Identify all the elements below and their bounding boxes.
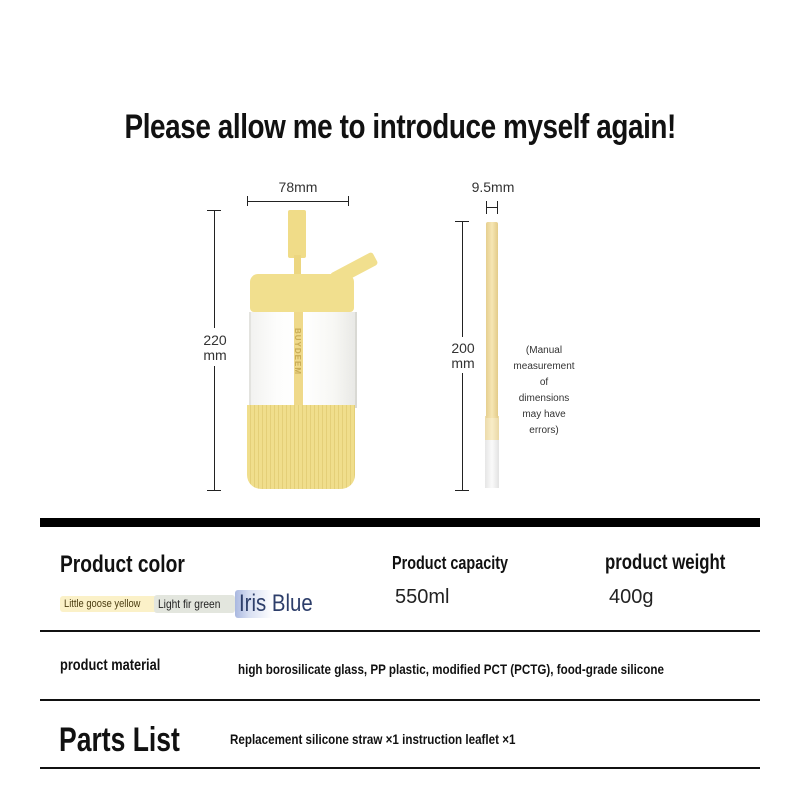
straw-length-unit: mm [451, 355, 475, 371]
brand-text: BUYDEEM [293, 328, 302, 376]
material-label-text: product material [60, 657, 161, 674]
straw-diameter-tick-left [486, 201, 487, 214]
bottle-height-value: 220 [203, 332, 227, 348]
bottle-glass [249, 312, 357, 408]
straw-diameter-label: 9.5mm [471, 179, 515, 195]
color-option-blue-label: Iris Blue [239, 590, 313, 617]
straw-length-tick-bottom [455, 490, 469, 491]
color-label [60, 551, 216, 579]
straw-diameter-tick-right [497, 201, 498, 214]
straw-length-label [444, 341, 482, 371]
headline-text: Please allow me to introduce myself again! [124, 108, 676, 146]
section-divider-thick [40, 518, 760, 527]
row-divider [40, 699, 760, 701]
capacity-label-text: Product capacity [392, 553, 509, 573]
straw-body [486, 222, 498, 418]
weight-label [605, 551, 756, 575]
color-option-blue[interactable] [235, 590, 330, 618]
color-label-text: Product color [60, 551, 185, 578]
bottle-height-unit: mm [203, 347, 227, 363]
bottle-width-tick-left [247, 196, 248, 206]
parts-value-text: Replacement silicone straw ×1 instruction leaflet ×1 [230, 731, 516, 747]
row-divider [40, 767, 760, 769]
bottle-height-line-lower [214, 366, 215, 490]
material-label [60, 657, 185, 675]
parts-value [230, 731, 574, 747]
bottle-height-label [196, 333, 234, 363]
bottle-height-line-upper [214, 210, 215, 328]
weight-value: 400g [609, 586, 654, 608]
note-line: measurement [513, 361, 575, 372]
note-line: dimensions [518, 393, 570, 404]
material-value-text: high borosilicate glass, PP plastic, modified PCT (PCTG), food-grade silicone [238, 661, 664, 677]
color-options [60, 590, 330, 618]
straw-length-line-upper [462, 221, 463, 337]
bottle-width-line [247, 201, 349, 202]
color-option-green-label: Light fir green [157, 597, 221, 611]
bottle-sleeve [247, 405, 355, 489]
parts-label-text: Parts List [59, 721, 180, 759]
capacity-value: 550ml [395, 586, 450, 608]
color-option-green[interactable] [154, 595, 235, 613]
note-line: errors) [529, 425, 559, 436]
bottle-cap [250, 274, 354, 312]
straw-joint [485, 416, 499, 440]
color-option-yellow[interactable] [60, 596, 158, 612]
weight-label-text: product weight [605, 551, 726, 574]
straw-length-line-lower [462, 373, 463, 490]
capacity-label [392, 553, 537, 574]
straw-top [288, 210, 306, 258]
headline [0, 108, 800, 147]
straw-silicone-tip [485, 440, 499, 488]
note-line: (Manual [525, 345, 563, 356]
material-value [238, 661, 751, 677]
bottle-width-label: 78mm [278, 179, 318, 195]
color-option-yellow-label: Little goose yellow [64, 598, 141, 610]
note-line: may have [522, 409, 566, 420]
parts-label [59, 721, 214, 760]
row-divider [40, 630, 760, 632]
straw-length-value: 200 [451, 340, 475, 356]
note-line: of [539, 377, 549, 388]
measurement-note [508, 343, 580, 439]
bottle-height-tick-bottom [207, 490, 221, 491]
bottle-width-tick-right [348, 196, 349, 206]
